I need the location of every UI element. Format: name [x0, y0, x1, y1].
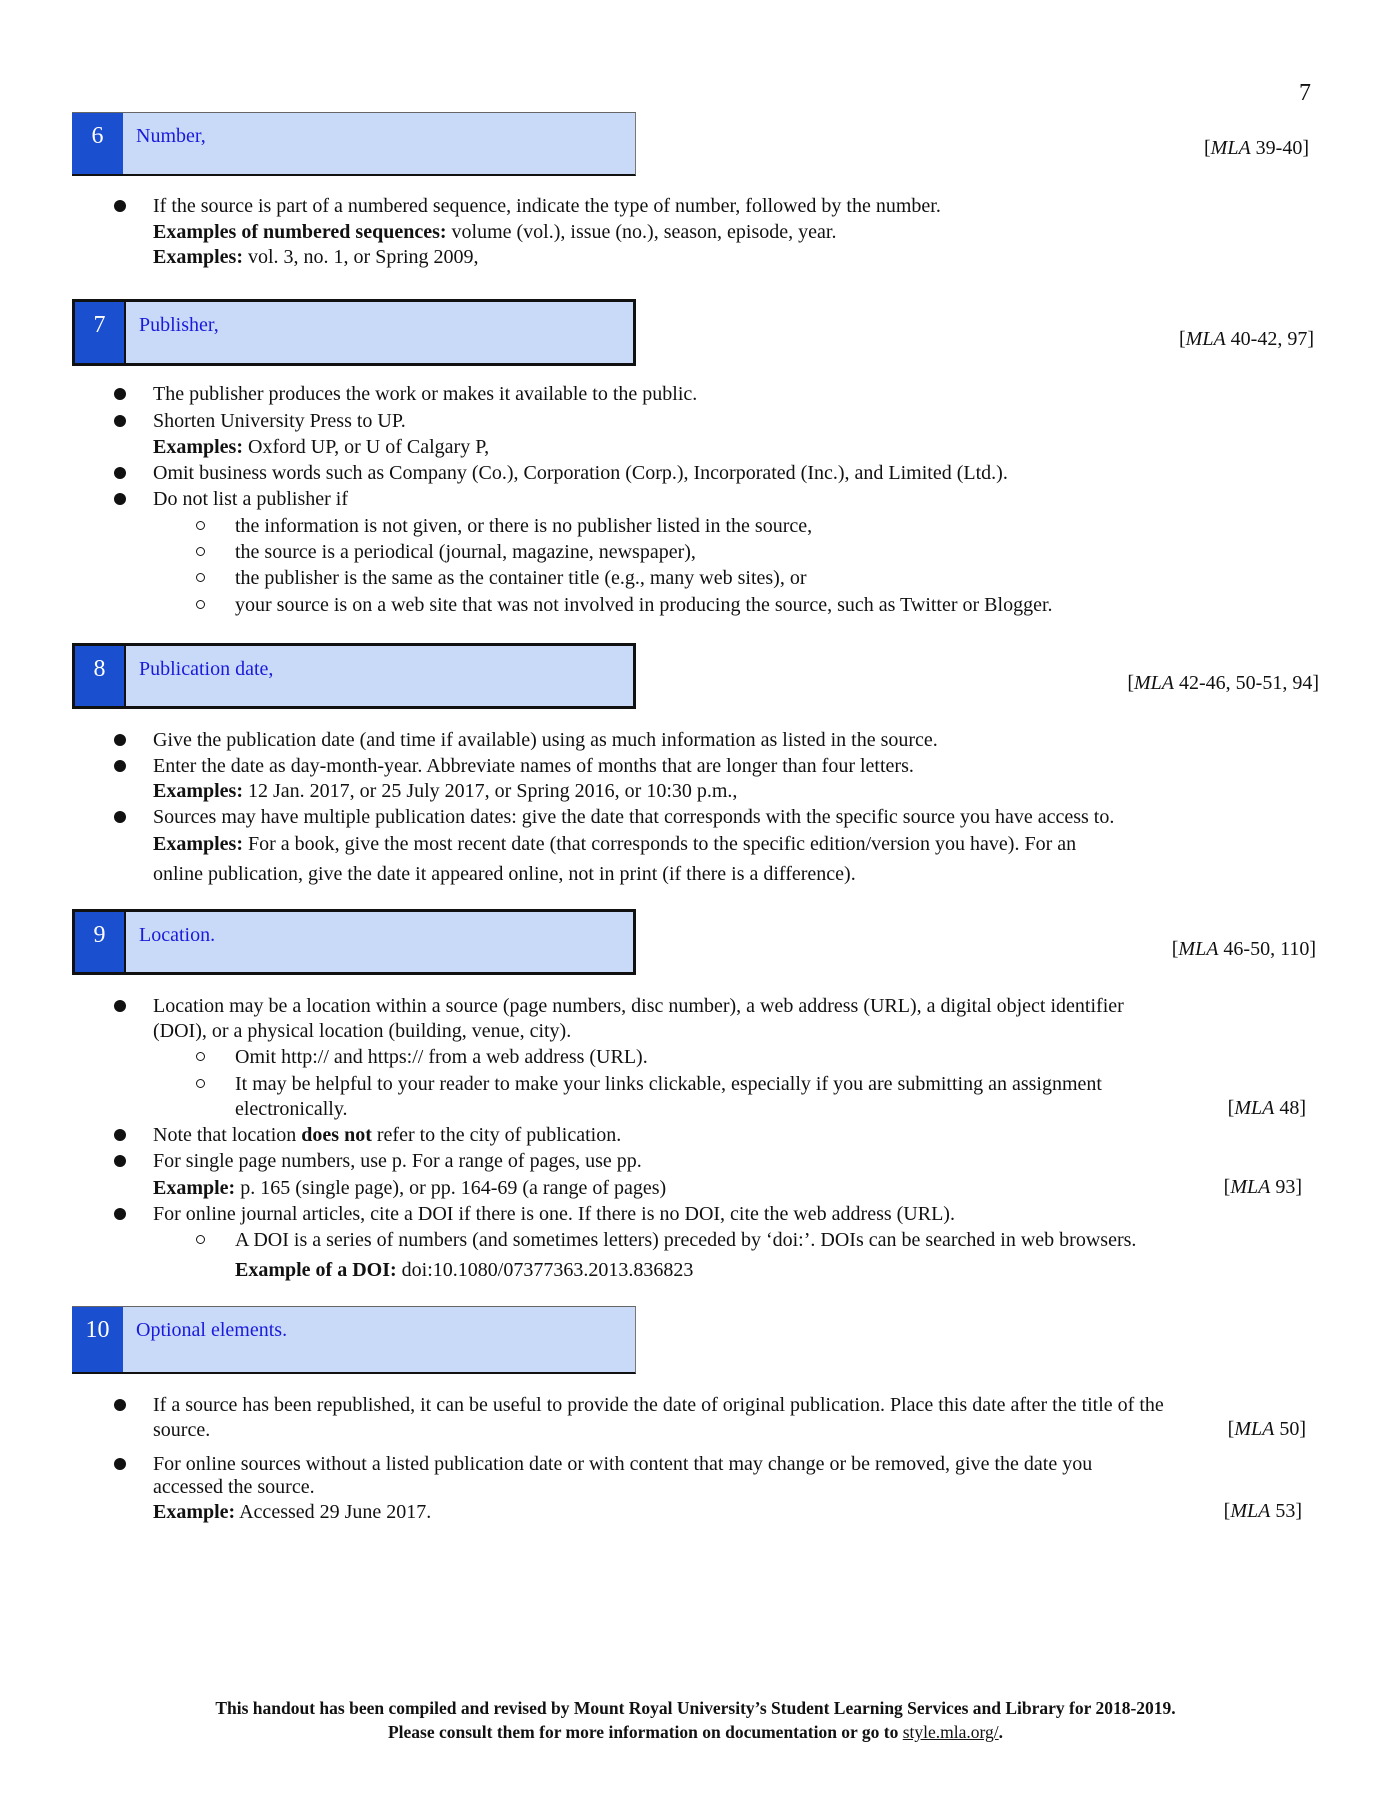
bullet-icon [114, 1458, 126, 1470]
bullet-icon [114, 1129, 126, 1141]
mla-reference: [MLA 48] [1227, 1097, 1306, 1119]
mla-reference: [MLA 46-50, 110] [1171, 938, 1316, 960]
text-line: A DOI is a series of numbers (and sometimes letters) preceded by ‘doi:’. DOIs can be searched in web browsers. [235, 1229, 1137, 1251]
text-line: Examples: For a book, give the most recent date (that corresponds to the specific edition/version you have). For an [153, 833, 1077, 855]
sub-bullet-icon [196, 1079, 205, 1088]
page-number: 7 [1299, 80, 1311, 106]
bullet-icon [114, 1399, 126, 1411]
sub-bullet-icon [196, 521, 205, 530]
text-line: Location may be a location within a source (page numbers, disc number), a web address (URL), a digital object identifier [153, 995, 1124, 1017]
section-number: 7 [75, 302, 126, 363]
mla-reference: [MLA 42-46, 50-51, 94] [1127, 672, 1319, 694]
text-line: online publication, give the date it appeared online, not in print (if there is a difference). [153, 863, 856, 885]
sub-bullet-icon [196, 600, 205, 609]
text-line: your source is on a web site that was not involved in producing the source, such as Twitter or Blogger. [235, 594, 1053, 616]
text-line: The publisher produces the work or makes it available to the public. [153, 383, 698, 405]
bullet-icon [114, 1155, 126, 1167]
text-line: Examples: Oxford UP, or U of Calgary P, [153, 436, 490, 458]
text-line: the source is a periodical (journal, magazine, newspaper), [235, 541, 696, 563]
text-line: For online sources without a listed publication date or with content that may change or be removed, give the date you [153, 1453, 1093, 1475]
section-title: Number, [123, 113, 635, 174]
section-title: Publisher, [126, 302, 633, 363]
text-line: Examples: vol. 3, no. 1, or Spring 2009, [153, 246, 479, 268]
text-line: Omit business words such as Company (Co.), Corporation (Corp.), Incorporated (Inc.), and Limited (Ltd.). [153, 462, 1008, 484]
section-title: Location. [126, 912, 633, 972]
bullet-icon [114, 493, 126, 505]
text-line: Example of a DOI: doi:10.1080/07377363.2013.836823 [235, 1259, 694, 1281]
bullet-icon [114, 415, 126, 427]
section-header-location [72, 909, 636, 975]
bullet-icon [114, 734, 126, 746]
section-header-publication-date [72, 643, 636, 709]
text-line: Examples of numbered sequences: volume (vol.), issue (no.), season, episode, year. [153, 221, 837, 243]
bullet-icon [114, 760, 126, 772]
section-header-number [72, 112, 636, 176]
text-line: (DOI), or a physical location (building, venue, city). [153, 1020, 572, 1042]
section-number: 6 [72, 113, 123, 174]
text-line: Omit http:// and https:// from a web address (URL). [235, 1046, 648, 1068]
section-title: Publication date, [126, 646, 633, 706]
bullet-icon [114, 1208, 126, 1220]
text-line: If the source is part of a numbered sequence, indicate the type of number, followed by the number. [153, 195, 941, 217]
sub-bullet-icon [196, 1052, 205, 1061]
bullet-icon [114, 388, 126, 400]
text-line: Enter the date as day-month-year. Abbreviate names of months that are longer than four letters. [153, 755, 914, 777]
mla-reference: [MLA 93] [1223, 1176, 1302, 1198]
text-line: Example: p. 165 (single page), or pp. 164-69 (a range of pages) [153, 1177, 667, 1199]
section-number: 10 [72, 1307, 123, 1372]
sub-bullet-icon [196, 1235, 205, 1244]
text-line: If a source has been republished, it can be useful to provide the date of original publication. Place this date after the title of the [153, 1394, 1164, 1416]
mla-style-link[interactable]: style.mla.org/ [902, 1722, 999, 1742]
text-line: For online journal articles, cite a DOI if there is one. If there is no DOI, cite the web address (URL). [153, 1203, 955, 1225]
text-line: electronically. [235, 1098, 348, 1120]
footer-line: Please consult them for more information on documentation or go to style.mla.org/. [387, 1722, 1004, 1742]
sub-bullet-icon [196, 547, 205, 556]
section-header-optional-elements [72, 1306, 636, 1374]
sub-bullet-icon [196, 573, 205, 582]
section-number: 8 [75, 646, 126, 706]
bullet-icon [114, 200, 126, 212]
mla-reference: [MLA 50] [1227, 1418, 1306, 1440]
mla-reference: [MLA 39-40] [1203, 137, 1309, 159]
text-line: Sources may have multiple publication dates: give the date that corresponds with the specific source you have access to. [153, 806, 1115, 828]
text-line: It may be helpful to your reader to make your links clickable, especially if you are submitting an assignment [235, 1073, 1102, 1095]
text-line: Shorten University Press to UP. [153, 410, 406, 432]
text-line: Examples: 12 Jan. 2017, or 25 July 2017, or Spring 2016, or 10:30 p.m., [153, 780, 738, 802]
text-line: Example: Accessed 29 June 2017. [153, 1501, 432, 1523]
text-line: the information is not given, or there is no publisher listed in the source, [235, 515, 813, 537]
bullet-icon [114, 811, 126, 823]
text-line: Do not list a publisher if [153, 488, 348, 510]
section-header-publisher [72, 299, 636, 366]
mla-reference: [MLA 40-42, 97] [1178, 328, 1314, 350]
section-number: 9 [75, 912, 126, 972]
text-line: source. [153, 1419, 211, 1441]
bullet-icon [114, 1000, 126, 1012]
text-line: accessed the source. [153, 1476, 315, 1498]
footer-line: This handout has been compiled and revised by Mount Royal University’s Student Learning Services and Library for 2018-2019. [215, 1698, 1176, 1718]
mla-reference: [MLA 53] [1223, 1500, 1302, 1522]
bullet-icon [114, 467, 126, 479]
text-line: Give the publication date (and time if available) using as much information as listed in the source. [153, 729, 938, 751]
section-title: Optional elements. [123, 1307, 635, 1372]
text-line: the publisher is the same as the container title (e.g., many web sites), or [235, 567, 807, 589]
text-line: For single page numbers, use p. For a range of pages, use pp. [153, 1150, 642, 1172]
text-line: Note that location does not refer to the city of publication. [153, 1124, 622, 1146]
